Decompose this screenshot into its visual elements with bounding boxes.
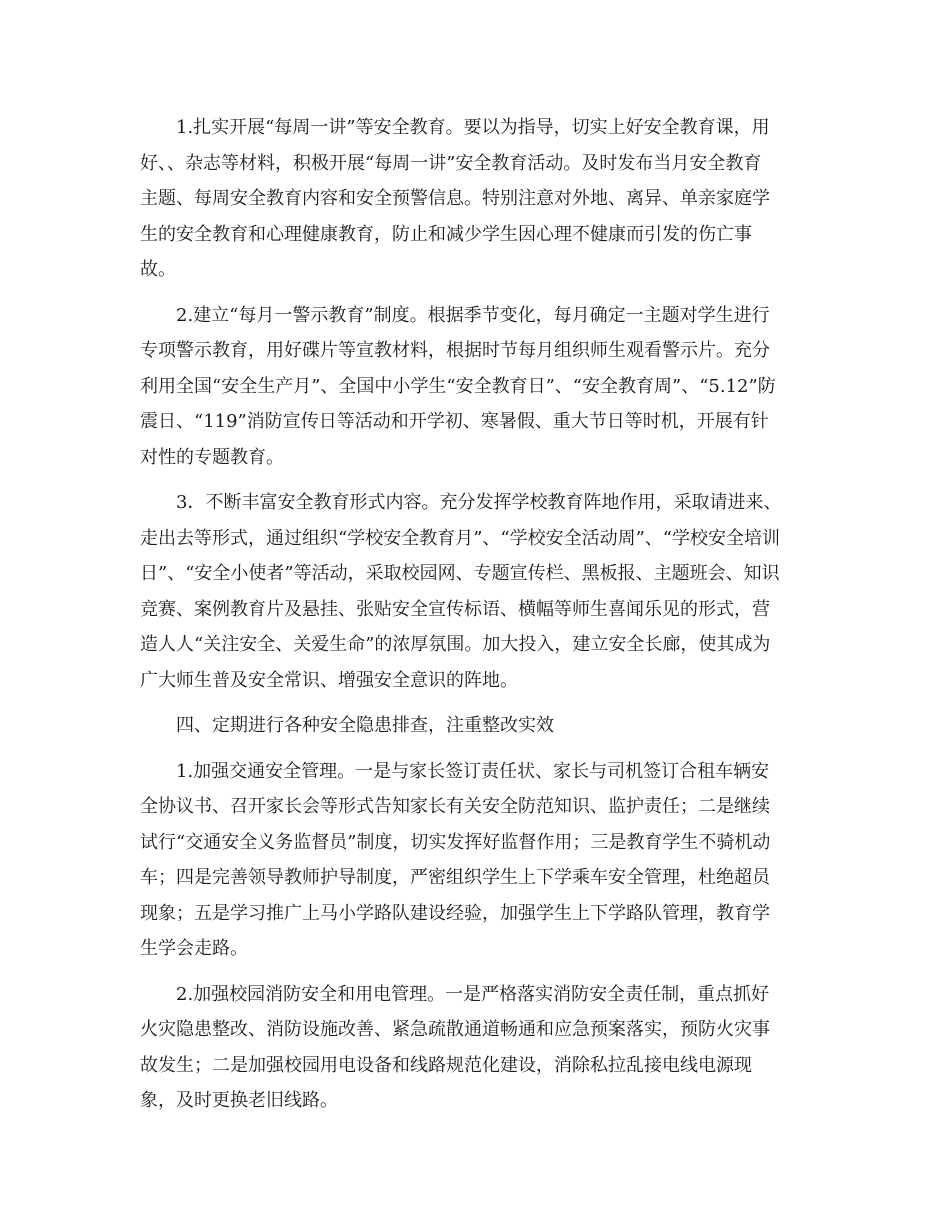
text-line: 好、、杂志等材料，积极开展“每周一讲”安全教育活动。及时发布当月安全教育	[140, 152, 762, 174]
text-line: 利用全国“安全生产月”、全国中小学生“安全教育日”、“安全教育周”、“5.12”防	[140, 375, 776, 397]
text-line: 1.加强交通安全管理。一是与家长签订责任状、家长与司机签订合租车辆安	[176, 760, 770, 782]
text-line: 对性的专题教育。	[140, 446, 284, 468]
text-line: 试行“交通安全义务监督员”制度，切实发挥好监督作用；三是教育学生不骑机动	[140, 831, 771, 853]
text-line: 3．不断丰富安全教育形式内容。充分发挥学校教育阵地作用，采取请进来、	[176, 492, 782, 513]
paragraph-monthly-warning	[140, 298, 812, 476]
text-line: 专项警示教育，用好碟片等宣教材料，根据时节每月组织师生观看警示片。充分	[140, 340, 770, 361]
paragraph-education-forms	[140, 485, 812, 698]
text-line: 全协议书、召开家长会等形式告知家长有关安全防范知识、监护责任；二是继续	[140, 796, 770, 817]
text-line: 四、定期进行各种安全隐患排查，注重整改实效	[176, 715, 554, 736]
text-line: 故。	[140, 259, 176, 280]
section-heading	[140, 708, 812, 744]
text-line: 现象；五是学习推广上马小学路队建设经验，加强学生上下学路队管理，教育学	[140, 902, 770, 924]
text-line: 车；四是完善领导教师护导制度，严密组织学生上下学乘车安全管理，杜绝超员	[140, 867, 770, 888]
text-line: 震日、“119”消防宣传日等活动和开学初、寒暑假、重大节日等时机，开展有针	[140, 411, 769, 432]
text-line: 2.加强校园消防安全和用电管理。一是严格落实消防安全责任制，重点抓好	[176, 983, 770, 1005]
text-line: 故发生；二是加强校园用电设备和线路规范化建设，消除私拉乱接电线电源现	[140, 1054, 752, 1076]
text-line: 1.扎实开展“每周一讲”等安全教育。要以为指导，切实上好安全教育课，用	[176, 117, 770, 138]
paragraph-fire-electric-safety	[140, 977, 812, 1119]
text-line: 日”、“安全小使者”等活动，采取校园网、专题宣传栏、黑板报、主题班会、知识	[140, 563, 780, 584]
text-line: 生学会走路。	[140, 938, 248, 959]
paragraph-weekly-lecture	[140, 110, 812, 288]
text-line: 竞赛、案例教育片及悬挂、张贴安全宣传标语、横幅等师生喜闻乐见的形式，营	[140, 598, 770, 620]
text-line: 象，及时更换老旧线路。	[140, 1090, 338, 1111]
document-body	[140, 110, 812, 1129]
text-line: 火灾隐患整改、消防设施改善、紧急疏散通道畅通和应急预案落实，预防火灾事	[140, 1019, 770, 1040]
paragraph-traffic-safety	[140, 754, 812, 967]
text-line: 主题、每周安全教育内容和安全预警信息。特别注意对外地、离异、单亲家庭学	[140, 188, 770, 209]
text-line: 生的安全教育和心理健康教育，防止和减少学生因心理不健康而引发的伤亡事	[140, 223, 752, 245]
text-line: 走出去等形式，通过组织“学校安全教育月”、“学校安全活动周”、“学校安全培训	[140, 527, 781, 549]
text-line: 2.建立“每月一警示教育”制度。根据季节变化，每月确定一主题对学生进行	[176, 304, 770, 326]
text-line: 广大师生普及安全常识、增强安全意识的阵地。	[140, 669, 518, 691]
text-line: 造人人“关注安全、关爱生命”的浓厚氛围。加大投入，建立安全长廊，使其成为	[140, 634, 771, 655]
